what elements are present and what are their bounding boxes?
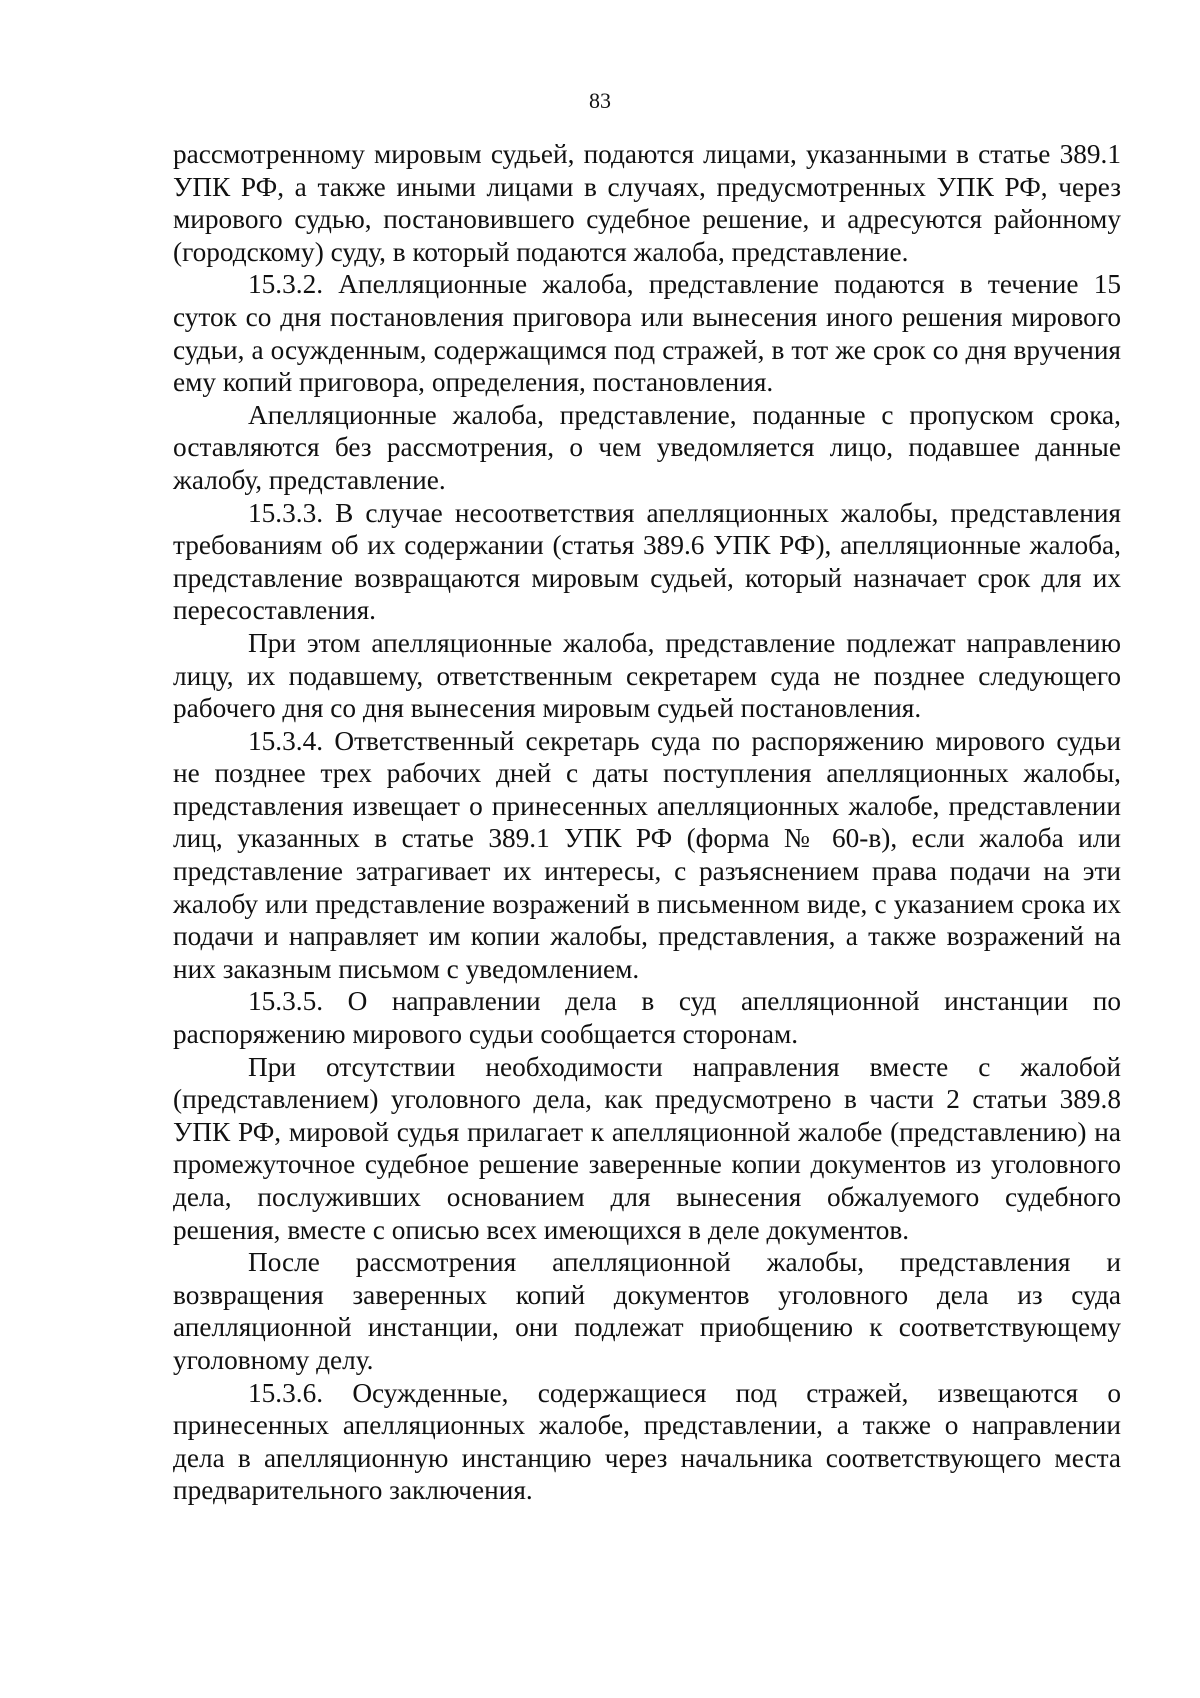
paragraph-15-3-3: 15.3.3. В случае несоответствия апелляционных жалобы, представления требованиям об их содержании (статья 389.6 УПК РФ), апелляционные жалоба, представление возвращаются мировым судьей, который назначает срок для их пересоставления. — [173, 497, 1121, 626]
paragraph-return-of-copies: После рассмотрения апелляционной жалобы, представления и возвращения заверенных копий документов уголовного дела из суда апелляционной инстанции, они подлежат приобщению к соответствующему уголовному делу. — [173, 1247, 1121, 1375]
paragraph-return-to-sender: При этом апелляционные жалоба, представление подлежат направлению лицу, их подавшему, ответственным секретарем суда не позднее следующего рабочего дня со дня вынесения мировым судьей постановления. — [173, 627, 1121, 724]
paragraph-15-3-2: 15.3.2. Апелляционные жалоба, представление подаются в течение 15 суток со дня постановления приговора или вынесения иного решения мирового судьи, а осужденным, содержащимся под стражей, в тот же срок со дня вручения ему копий приговора, определения, постановления. — [173, 269, 1121, 398]
paragraph-continuation: рассмотренному мировым судьей, подаются лицами, указанными в статье 389.1 УПК РФ, а также иными лицами в случаях, предусмотренных УПК РФ, через мирового судью, постановившего судебное решение, и адресуются районному (городскому) суду, в который подаются жалоба, представление. — [173, 139, 1121, 267]
body-text — [173, 138, 1121, 1507]
page-number: 83 — [589, 88, 611, 113]
paragraph-document-copies: При отсутствии необходимости направления вместе с жалобой (представлением) уголовного дела, как предусмотрено в части 2 статьи 389.8 УПК РФ, мировой судья прилагает к апелляционной жалобе (представлению) на промежуточное судебное решение заверенные копии документов из уголовного дела, послуживших основанием для вынесения обжалуемого судебного решения, вместе с описью всех имеющихся в деле документов. — [173, 1051, 1121, 1245]
paragraph-15-3-5: 15.3.5. О направлении дела в суд апелляционной инстанции по распоряжению мирового судьи сообщается сторонам. — [173, 986, 1121, 1050]
paragraph-15-3-4: 15.3.4. Ответственный секретарь суда по распоряжению мирового судьи не позднее трех рабочих дней с даты поступления апелляционных жалобы, представления извещает о принесенных апелляционных жалобе, представлении лиц, указанных в статье 389.1 УПК РФ (форма № 60-в), если жалоба или представление затрагивает их интересы, с разъяснением права подачи на эти жалобу или представление возражений в письменном виде, с указанием срока их подачи и направляет им копии жалобы, представления, а также возражений на них заказным письмом с уведомлением. — [173, 725, 1121, 984]
paragraph-late-appeal: Апелляционные жалоба, представление, поданные с пропуском срока, оставляются без рассмотрения, о чем уведомляется лицо, подавшее данные жалобу, представление. — [173, 399, 1121, 495]
paragraph-15-3-6: 15.3.6. Осужденные, содержащиеся под стражей, извещаются о принесенных апелляционных жалобе, представлении, а также о направлении дела в апелляционную инстанцию через начальника соответствующего места предварительного заключения. — [173, 1377, 1121, 1506]
